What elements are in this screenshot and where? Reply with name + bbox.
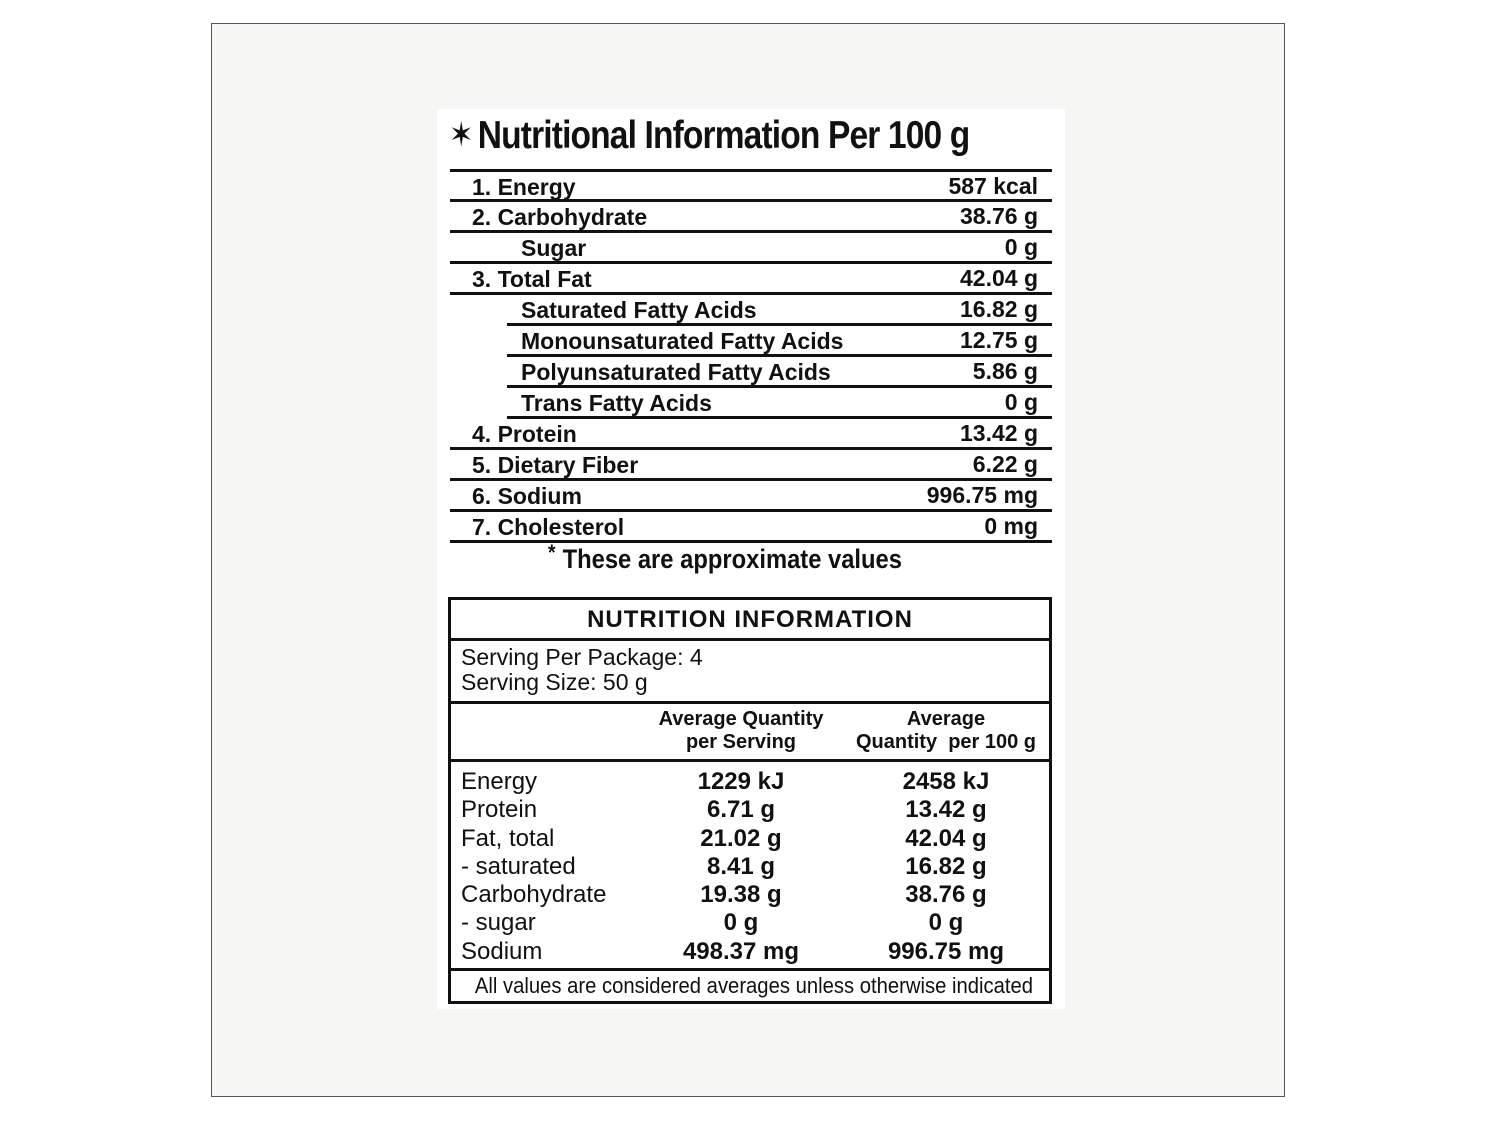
footnote-text: These are approximate values <box>562 544 902 574</box>
nutrient-value: 16.82 g <box>960 296 1038 322</box>
nutrient-name: Saturated Fatty Acids <box>521 297 757 323</box>
header-per-100g-line1: Average <box>906 708 986 730</box>
nutrient-row <box>507 326 1052 357</box>
footnote-asterisk: * <box>548 540 556 565</box>
nutrient-row <box>450 450 1052 481</box>
nutrient-value: 0 g <box>1004 234 1038 260</box>
nutrient-value: 12.75 g <box>960 327 1038 353</box>
panel-title: NUTRITION INFORMATION <box>451 600 1049 641</box>
panel-row <box>451 938 1049 966</box>
nutrient-value: 0 mg <box>984 513 1038 539</box>
nutrient-name: Sodium <box>461 937 543 965</box>
nutrient-value: 38.76 g <box>960 203 1038 229</box>
column-headers <box>451 704 1049 762</box>
star-icon: ✶ <box>449 116 473 154</box>
nutrition-information-panel <box>448 597 1052 1004</box>
nutrient-name: - sugar <box>461 909 536 937</box>
per-serving-value: 498.37 mg <box>682 937 800 965</box>
nutrient-value: 5.86 g <box>972 358 1038 384</box>
nutrient-row <box>450 264 1052 295</box>
serving-per-package: Serving Per Package: 4 <box>461 644 703 670</box>
panel-row <box>451 825 1049 853</box>
panel-rows <box>451 762 1049 971</box>
nutrient-row <box>450 169 1052 202</box>
serving-info <box>451 641 1049 704</box>
nutrient-name: 1. Energy <box>472 174 576 200</box>
nutrient-name: 4. Protein <box>472 421 577 447</box>
nutrient-name: 3. Total Fat <box>472 266 592 292</box>
panel-footer: All values are considered averages unless otherwise indicated <box>474 973 1033 998</box>
per-100g-value: 38.76 g <box>905 881 987 909</box>
approximate-values-note <box>548 540 902 575</box>
nutrient-name: Carbohydrate <box>461 881 607 909</box>
nutrient-name: Energy <box>461 768 538 795</box>
top-title <box>449 114 974 158</box>
nutrient-row <box>507 388 1052 419</box>
nutrient-row <box>507 357 1052 388</box>
nutrient-row <box>450 202 1052 233</box>
top-title-text: Nutritional Information Per 100 g <box>477 114 970 157</box>
per-serving-value: 6.71 g <box>706 796 776 824</box>
nutrient-name: - saturated <box>461 852 576 880</box>
nutrient-value: 587 kcal <box>948 173 1038 199</box>
nutrient-value: 42.04 g <box>960 265 1038 291</box>
nutrient-name: Fat, total <box>461 824 555 852</box>
nutrient-value: 996.75 mg <box>926 482 1038 508</box>
nutrient-name: Polyunsaturated Fatty Acids <box>521 359 831 385</box>
serving-size: Serving Size: 50 g <box>461 669 648 695</box>
nutrient-name: 2. Carbohydrate <box>472 204 648 230</box>
panel-row <box>451 853 1049 881</box>
header-per-serving <box>641 708 841 754</box>
nutrient-value: 6.22 g <box>972 451 1038 477</box>
panel-row <box>451 909 1049 937</box>
per-100g-value: 13.42 g <box>905 796 987 824</box>
nutrient-name: Protein <box>461 796 538 824</box>
nutrient-name: 6. Sodium <box>472 483 582 509</box>
per-serving-value: 1229 kJ <box>697 768 785 795</box>
per-serving-value: 0 g <box>723 909 759 937</box>
per-100g-value: 2458 kJ <box>902 768 990 795</box>
header-per-100g-line2: Quantity per 100 g <box>855 731 1037 753</box>
panel-row <box>451 768 1049 796</box>
panel-row <box>451 881 1049 909</box>
per-100g-value: 996.75 mg <box>887 937 1005 965</box>
per-serving-value: 21.02 g <box>700 824 782 852</box>
nutrient-row <box>450 481 1052 512</box>
nutrient-row <box>450 512 1052 543</box>
per-100g-value: 0 g <box>928 909 964 937</box>
nutrient-name: Sugar <box>521 235 587 261</box>
nutrient-name: 7. Cholesterol <box>472 514 625 540</box>
header-per-serving-line1: Average Quantity <box>658 708 824 730</box>
nutrient-name: Monounsaturated Fatty Acids <box>521 328 844 354</box>
nutrient-table-per-100g <box>450 169 1052 543</box>
per-serving-value: 19.38 g <box>700 881 782 909</box>
panel-row <box>451 796 1049 824</box>
nutrient-row <box>507 295 1052 326</box>
per-serving-value: 8.41 g <box>706 852 776 880</box>
nutrient-name: 5. Dietary Fiber <box>472 452 639 478</box>
nutrient-row <box>450 419 1052 450</box>
per-100g-value: 42.04 g <box>905 824 987 852</box>
nutrient-value: 13.42 g <box>960 420 1038 446</box>
nutrient-row <box>450 233 1052 264</box>
nutrient-name: Trans Fatty Acids <box>521 390 712 416</box>
header-per-serving-line2: per Serving <box>685 731 797 753</box>
per-100g-value: 16.82 g <box>905 852 987 880</box>
header-per-100g <box>846 708 1046 754</box>
nutrient-value: 0 g <box>1004 389 1038 415</box>
